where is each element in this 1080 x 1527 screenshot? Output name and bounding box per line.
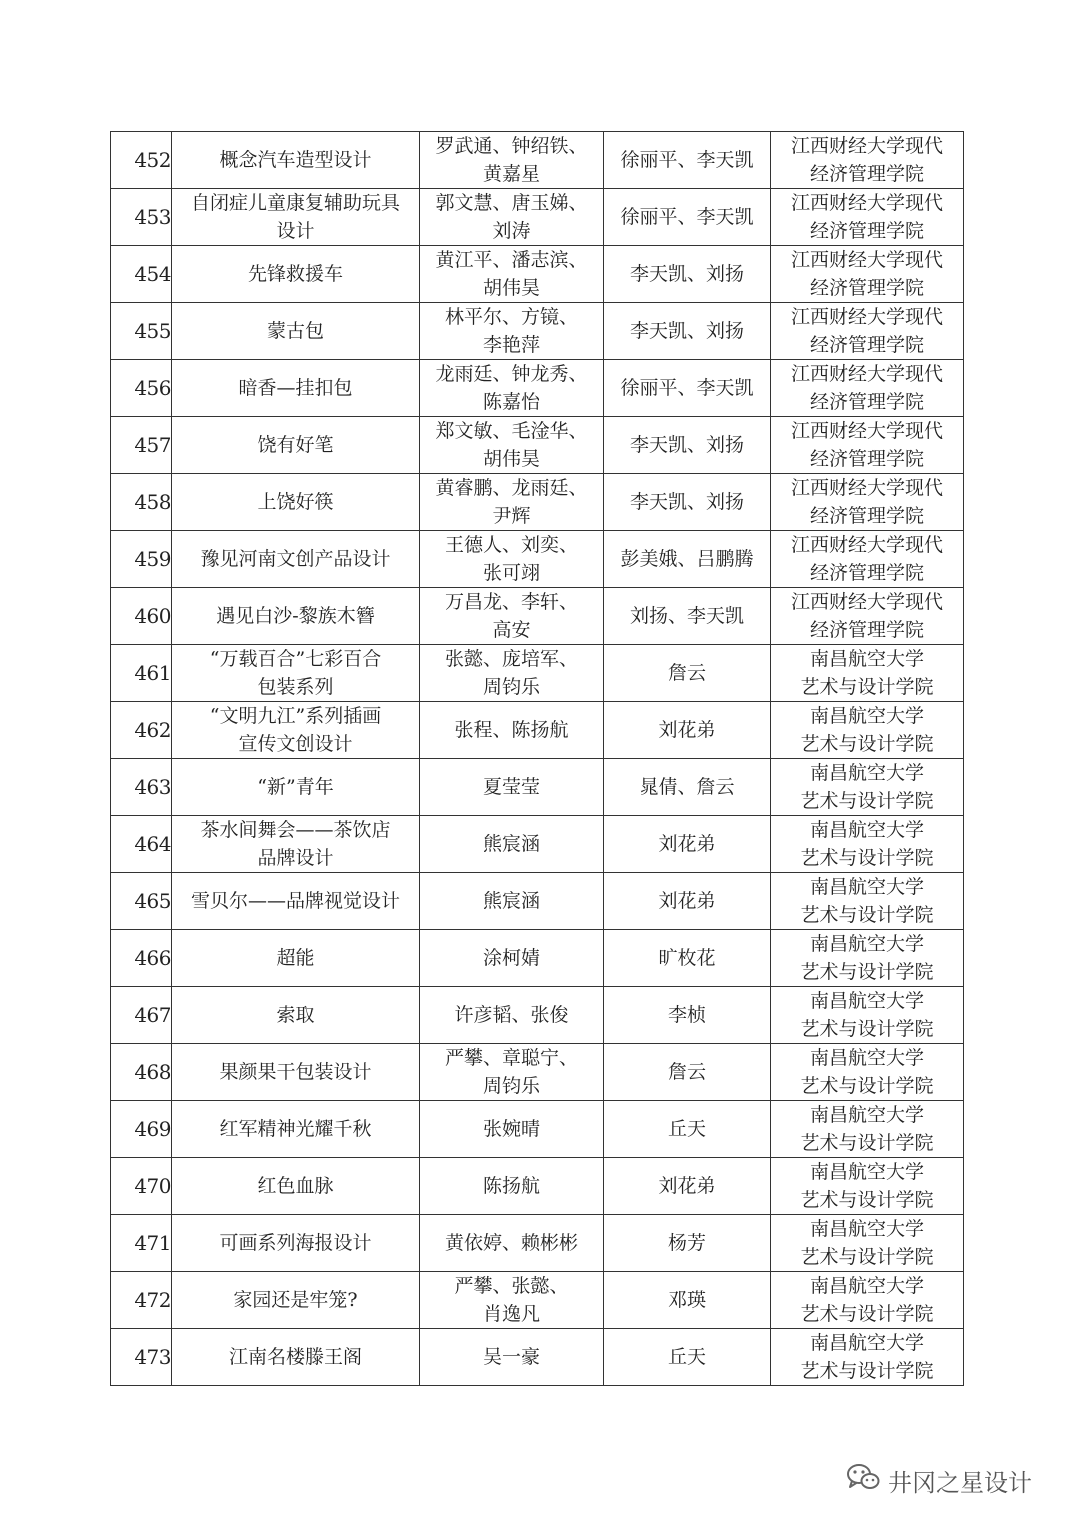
table-row (111, 246, 964, 303)
entry-number: 465 (111, 873, 172, 930)
entry-number: 454 (111, 246, 172, 303)
student-names: 王德人、刘奕、 张可翊 (420, 531, 604, 588)
entry-number: 453 (111, 189, 172, 246)
table-row (111, 474, 964, 531)
table-row (111, 531, 964, 588)
award-list-table (110, 131, 964, 1386)
advisor-names: 杨芳 (604, 1215, 771, 1272)
entry-number: 452 (111, 132, 172, 189)
table-row (111, 873, 964, 930)
advisor-names: 刘花弟 (604, 816, 771, 873)
entry-number: 472 (111, 1272, 172, 1329)
student-names: 熊宸涵 (420, 873, 604, 930)
account-watermark (846, 1462, 1032, 1498)
student-names: 严攀、张懿、 肖逸凡 (420, 1272, 604, 1329)
school-name: 南昌航空大学 艺术与设计学院 (771, 816, 964, 873)
school-name: 南昌航空大学 艺术与设计学院 (771, 645, 964, 702)
table-row (111, 189, 964, 246)
advisor-names: 刘花弟 (604, 702, 771, 759)
entry-number: 468 (111, 1044, 172, 1101)
advisor-names: 詹云 (604, 645, 771, 702)
school-name: 江西财经大学现代 经济管理学院 (771, 303, 964, 360)
advisor-names: 刘花弟 (604, 873, 771, 930)
work-title: 江南名楼滕王阁 (172, 1329, 420, 1386)
student-names: 罗武通、钟绍铁、 黄嘉星 (420, 132, 604, 189)
entry-number: 464 (111, 816, 172, 873)
work-title: 上饶好筷 (172, 474, 420, 531)
table-row (111, 1158, 964, 1215)
watermark-text: 井冈之星设计 (888, 1468, 1032, 1497)
work-title: 自闭症儿童康复辅助玩具 设计 (172, 189, 420, 246)
table-row (111, 645, 964, 702)
student-names: 许彦韬、张俊 (420, 987, 604, 1044)
school-name: 江西财经大学现代 经济管理学院 (771, 132, 964, 189)
work-title: 概念汽车造型设计 (172, 132, 420, 189)
student-names: 郭文慧、唐玉娣、 刘涛 (420, 189, 604, 246)
work-title: 茶水间舞会——茶饮店 品牌设计 (172, 816, 420, 873)
entry-number: 462 (111, 702, 172, 759)
table-row (111, 930, 964, 987)
table-row (111, 1272, 964, 1329)
school-name: 南昌航空大学 艺术与设计学院 (771, 1215, 964, 1272)
entry-number: 471 (111, 1215, 172, 1272)
entry-number: 459 (111, 531, 172, 588)
wechat-icon (846, 1462, 880, 1498)
entry-number: 461 (111, 645, 172, 702)
table-row (111, 1044, 964, 1101)
school-name: 南昌航空大学 艺术与设计学院 (771, 1044, 964, 1101)
advisor-names: 丘天 (604, 1101, 771, 1158)
school-name: 江西财经大学现代 经济管理学院 (771, 360, 964, 417)
work-title: 豫见河南文创产品设计 (172, 531, 420, 588)
table-row (111, 588, 964, 645)
student-names: 黄依婷、赖彬彬 (420, 1215, 604, 1272)
work-title: 超能 (172, 930, 420, 987)
advisor-names: 李天凯、刘扬 (604, 417, 771, 474)
work-title: 先锋救援车 (172, 246, 420, 303)
student-names: 吴一豪 (420, 1329, 604, 1386)
advisor-names: 徐丽平、李天凯 (604, 132, 771, 189)
advisor-names: 邓瑛 (604, 1272, 771, 1329)
table-row (111, 816, 964, 873)
school-name: 南昌航空大学 艺术与设计学院 (771, 1272, 964, 1329)
student-names: 黄睿鹏、龙雨廷、 尹辉 (420, 474, 604, 531)
work-title: “万载百合”七彩百合 包装系列 (172, 645, 420, 702)
entry-number: 473 (111, 1329, 172, 1386)
entry-number: 467 (111, 987, 172, 1044)
table-row (111, 759, 964, 816)
entry-number: 456 (111, 360, 172, 417)
school-name: 南昌航空大学 艺术与设计学院 (771, 759, 964, 816)
student-names: 黄江平、潘志滨、 胡伟昊 (420, 246, 604, 303)
school-name: 江西财经大学现代 经济管理学院 (771, 588, 964, 645)
table-row (111, 132, 964, 189)
work-title: 蒙古包 (172, 303, 420, 360)
table-row (111, 303, 964, 360)
work-title: 红军精神光耀千秋 (172, 1101, 420, 1158)
school-name: 南昌航空大学 艺术与设计学院 (771, 873, 964, 930)
student-names: 张程、陈扬航 (420, 702, 604, 759)
student-names: 熊宸涵 (420, 816, 604, 873)
school-name: 江西财经大学现代 经济管理学院 (771, 474, 964, 531)
advisor-names: 刘扬、李天凯 (604, 588, 771, 645)
work-title: 红色血脉 (172, 1158, 420, 1215)
work-title: 雪贝尔——品牌视觉设计 (172, 873, 420, 930)
school-name: 南昌航空大学 艺术与设计学院 (771, 1158, 964, 1215)
table-row (111, 1215, 964, 1272)
work-title: 索取 (172, 987, 420, 1044)
advisor-names: 刘花弟 (604, 1158, 771, 1215)
table-row (111, 702, 964, 759)
table-row (111, 360, 964, 417)
table-row (111, 1329, 964, 1386)
student-names: 林平尔、方镜、 李艳萍 (420, 303, 604, 360)
student-names: 龙雨廷、钟龙秀、 陈嘉怡 (420, 360, 604, 417)
student-names: 陈扬航 (420, 1158, 604, 1215)
advisor-names: 徐丽平、李天凯 (604, 360, 771, 417)
advisor-names: 李天凯、刘扬 (604, 303, 771, 360)
school-name: 南昌航空大学 艺术与设计学院 (771, 930, 964, 987)
work-title: 遇见白沙-黎族木簪 (172, 588, 420, 645)
entry-number: 455 (111, 303, 172, 360)
student-names: 张懿、庞培军、 周钧乐 (420, 645, 604, 702)
advisor-names: 彭美娥、吕鹏腾 (604, 531, 771, 588)
entry-number: 466 (111, 930, 172, 987)
entry-number: 457 (111, 417, 172, 474)
table-row (111, 1101, 964, 1158)
advisor-names: 徐丽平、李天凯 (604, 189, 771, 246)
school-name: 南昌航空大学 艺术与设计学院 (771, 1101, 964, 1158)
student-names: 严攀、章聪宁、 周钧乐 (420, 1044, 604, 1101)
student-names: 郑文敏、毛淦华、 胡伟昊 (420, 417, 604, 474)
work-title: 果颜果干包装设计 (172, 1044, 420, 1101)
work-title: 家园还是牢笼? (172, 1272, 420, 1329)
school-name: 江西财经大学现代 经济管理学院 (771, 417, 964, 474)
entry-number: 470 (111, 1158, 172, 1215)
advisor-names: 詹云 (604, 1044, 771, 1101)
school-name: 南昌航空大学 艺术与设计学院 (771, 1329, 964, 1386)
student-names: 涂柯婧 (420, 930, 604, 987)
student-names: 张婉晴 (420, 1101, 604, 1158)
work-title: 饶有好笔 (172, 417, 420, 474)
entry-number: 460 (111, 588, 172, 645)
entry-number: 469 (111, 1101, 172, 1158)
work-title: “文明九江”系列插画 宣传文创设计 (172, 702, 420, 759)
school-name: 江西财经大学现代 经济管理学院 (771, 246, 964, 303)
table-row (111, 987, 964, 1044)
table-row (111, 417, 964, 474)
advisor-names: 李桢 (604, 987, 771, 1044)
work-title: 暗香—挂扣包 (172, 360, 420, 417)
advisor-names: 丘天 (604, 1329, 771, 1386)
work-title: 可画系列海报设计 (172, 1215, 420, 1272)
advisor-names: 晁倩、詹云 (604, 759, 771, 816)
award-list-body (111, 132, 964, 1386)
student-names: 万昌龙、李轩、 高安 (420, 588, 604, 645)
school-name: 江西财经大学现代 经济管理学院 (771, 531, 964, 588)
entry-number: 458 (111, 474, 172, 531)
student-names: 夏莹莹 (420, 759, 604, 816)
advisor-names: 旷枚花 (604, 930, 771, 987)
school-name: 南昌航空大学 艺术与设计学院 (771, 987, 964, 1044)
advisor-names: 李天凯、刘扬 (604, 246, 771, 303)
work-title: “新”青年 (172, 759, 420, 816)
entry-number: 463 (111, 759, 172, 816)
school-name: 南昌航空大学 艺术与设计学院 (771, 702, 964, 759)
advisor-names: 李天凯、刘扬 (604, 474, 771, 531)
school-name: 江西财经大学现代 经济管理学院 (771, 189, 964, 246)
